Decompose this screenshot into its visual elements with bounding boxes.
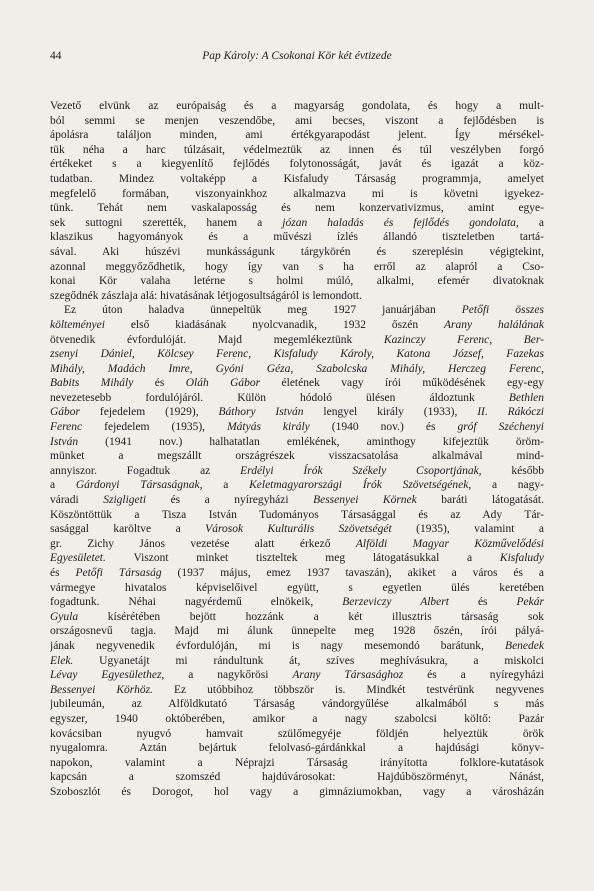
italic-segment: Lévay Egyesülethez, <box>50 669 165 682</box>
text-segment: fogadtunk. Néhai nagyérdemű elnökeik, <box>50 596 343 609</box>
text-line <box>50 478 544 493</box>
text-segment: Viszont minket tiszteltek meg látogatásukkal a <box>105 552 500 565</box>
italic-segment: Szigligeti <box>103 494 147 507</box>
text-segment: később <box>481 464 544 477</box>
text-segment: egyszer, 1940 októberében, amikor a nagy szabolcsi költő: Pazár <box>50 712 544 725</box>
text-segment: megfelelő formában, viszonyainkhoz alkalmazva mi is követni igyekez- <box>50 187 544 200</box>
text-segment: vármegye hivatalos képviselőivel együtt, s egyetlen ülés keretében <box>50 581 544 594</box>
text-segment: baráti látogatását. <box>416 494 544 507</box>
text-line <box>50 537 544 552</box>
text-segment: kapcsán a szomszéd hajdúvárosokat: Hajdúböszörményt, Nánást, <box>50 771 544 784</box>
text-segment: nyugalomra. Aztán bejártuk felolvasó-gárdánkkal a hajdúsági könyv- <box>50 742 544 755</box>
italic-segment: István <box>50 435 79 448</box>
italic-segment: Petőfi összes <box>461 304 544 317</box>
italic-segment: Egyesületet. <box>50 552 106 565</box>
italic-segment: Petőfi Társaság <box>75 567 162 579</box>
text-segment: a <box>50 479 76 492</box>
text-segment: jubileumán, az Alföldkutató Társaság vándorgyűlése alkalmából s más <box>50 698 544 711</box>
italic-segment: Arany halálának <box>443 318 544 331</box>
text-line <box>50 464 544 479</box>
text-segment: és <box>133 377 186 390</box>
text-segment: lengyel király (1933), <box>303 406 478 419</box>
text-segment: és a nyíregyházi <box>403 669 544 682</box>
text-line <box>50 376 544 391</box>
italic-segment: Alföldi Magyar Közművelődési <box>355 537 544 550</box>
text-line <box>50 522 544 537</box>
text-segment: Vezető elvünk az európaiság és a magyarság gondolata, és hogy a mult- <box>50 100 544 112</box>
page-number: 44 <box>50 50 62 62</box>
text-line <box>50 508 544 523</box>
text-segment: Ez utóbbihoz többször is. Mindkét testvérünk negyvenes <box>152 683 544 696</box>
italic-segment: Bethlen <box>508 391 544 404</box>
text-line <box>50 333 544 348</box>
text-segment: (1937 május, emez 1937 tavaszán), akiket a város és a <box>161 567 544 579</box>
italic-segment: Babits Mihály <box>50 377 134 390</box>
text-line <box>50 143 544 158</box>
text-line <box>50 741 544 756</box>
text-line <box>50 654 544 669</box>
text-segment: nevezetesebb fordulójáról. Külön hódoló ülésen áldoztunk <box>50 391 509 404</box>
text-line <box>50 362 544 377</box>
text-line <box>50 347 544 362</box>
text-line <box>50 566 544 581</box>
text-line <box>50 99 544 114</box>
running-title: Pap Károly: A Csokonai Kör két évtizede <box>202 50 392 62</box>
italic-segment: Mátyás király <box>227 421 310 434</box>
text-line <box>50 551 544 566</box>
text-line <box>50 128 544 143</box>
text-line <box>50 216 544 231</box>
body-text <box>50 99 544 800</box>
text-segment: a <box>202 479 250 492</box>
text-line <box>50 581 544 596</box>
text-segment: napokon, valamint a Néprajzi Társaság irányította folklore-kutatások <box>50 756 544 769</box>
italic-segment: Erdélyi Írók Székely Csoportjának, <box>240 464 482 477</box>
text-segment: kísérétében bejött hozzánk a két illusztris társaság sok <box>78 610 544 623</box>
text-line <box>50 639 544 654</box>
page-header <box>50 50 544 66</box>
italic-segment: Kazinczy Ferenc, Ber- <box>383 333 544 346</box>
italic-segment: Benedek <box>505 639 544 652</box>
italic-segment: Bessenyei Körhöz. <box>50 683 153 696</box>
text-segment: annyiszor. Fogadtuk az <box>50 464 241 477</box>
text-line <box>50 391 544 406</box>
italic-segment: zsenyi Dániel, Kölcsey Ferenc, Kisfaludy Károly, Katona József, Fazekas <box>50 348 544 361</box>
text-line <box>50 493 544 508</box>
italic-segment: Városok Kulturális Szövetségét <box>205 523 392 536</box>
text-segment: szegődnék zászlaja alá: hivatásának létjogosultságáról is lemondott. <box>50 289 362 302</box>
text-line <box>50 289 544 304</box>
text-line <box>50 187 544 202</box>
italic-segment: Ferenc <box>50 421 83 434</box>
italic-segment: Bessenyei Körnek <box>313 494 417 507</box>
text-line <box>50 712 544 727</box>
text-segment: a nagykőrösi <box>164 669 293 682</box>
text-line <box>50 157 544 172</box>
text-segment: sasággal karöltve a <box>50 523 206 536</box>
italic-segment: Báthory István <box>218 406 304 419</box>
text-line <box>50 318 544 333</box>
text-line <box>50 405 544 420</box>
italic-segment: Oláh Gábor <box>185 377 261 390</box>
text-segment: fejedelem (1929), <box>80 406 219 419</box>
text-segment: ápolásra találjon minden, ami értékgyarapodást jelent. Így mérsékel- <box>50 129 544 142</box>
text-segment: ból semmi se menjen veszendőbe, ami becses, viszont a fejlődésben is <box>50 114 544 127</box>
text-line <box>50 595 544 610</box>
italic-segment: Mihály, Madách Imre, Gyóni Géza, Szabolcska Mihály, Herczeg Ferenc, <box>50 362 544 375</box>
text-segment: ötvenedik évfordulóját. Majd megemlékeztünk <box>50 333 384 346</box>
text-line <box>50 230 544 245</box>
text-line <box>50 756 544 771</box>
text-line <box>50 610 544 625</box>
italic-segment: II. Rákóczi <box>477 406 544 419</box>
text-line <box>50 727 544 742</box>
text-line <box>50 260 544 275</box>
italic-segment: Gárdonyi Társaságnak, <box>75 479 203 492</box>
text-line <box>50 303 544 318</box>
text-segment: és <box>448 596 517 609</box>
text-segment: tudatban. Mindez voltaképp a Kisfaludy Társaság programmja, amelyet <box>50 172 544 185</box>
text-segment: Ugyanetájt mi rándultunk át, szíves meghívásukra, a miskolci <box>73 654 544 667</box>
text-segment: (1940 nov.) és <box>309 421 458 434</box>
text-segment: Ez úton haladva ünnepeltük meg 1927 januárjában <box>64 304 462 317</box>
text-segment: Szoboszlót és Dorogot, hol vagy a gimnáziumokban, vagy a városházán <box>50 785 544 798</box>
text-segment: értékeket s a kiegyenlítő fejlődés folytonosságát, javát és igazát a köz- <box>50 158 544 171</box>
text-line <box>50 668 544 683</box>
text-segment: münket a megszállt országrészek visszacsatolása alkalmával mind- <box>50 450 544 463</box>
text-line <box>50 420 544 435</box>
text-segment: és <box>50 567 76 579</box>
text-line <box>50 697 544 712</box>
italic-segment: Keletmagyarországi Írók Szövetségének, <box>249 479 472 492</box>
italic-segment: költeményei <box>50 318 105 331</box>
text-segment: és a nyíregyházi <box>146 494 314 507</box>
text-segment: sával. Aki húszévi munkásságunk tárgykörén és szereplésin végigtekint, <box>50 245 544 258</box>
text-segment: a <box>518 216 544 229</box>
text-line <box>50 785 544 800</box>
text-segment: életének vagy írói működésének egy-egy <box>260 377 544 390</box>
text-segment: azonnal meggyőződhetik, hogy így van s ha erről az alapról a Cso- <box>50 260 544 273</box>
text-line <box>50 770 544 785</box>
text-segment: tünk. Tehát nem vaskalaposság és nem konzervativizmus, amint egye- <box>50 202 544 215</box>
text-segment: fejedelem (1935), <box>82 421 228 434</box>
italic-segment: Kisfaludy <box>499 552 544 565</box>
text-segment: gr. Zichy János vezetése alatt érkező <box>50 537 356 550</box>
italic-segment: Gyula <box>50 610 79 623</box>
text-segment: (1935), valamint a <box>391 523 544 536</box>
text-segment: a nagy- <box>471 479 544 492</box>
italic-segment: Gábor <box>50 406 81 419</box>
text-segment: országosnevű tagja. Majd mi álunk ünnepelte meg 1928 őszén, írói pályá- <box>50 625 544 638</box>
italic-segment: gróf Széchenyi <box>457 421 544 434</box>
text-segment: váradi <box>50 494 104 507</box>
text-line <box>50 114 544 129</box>
text-line <box>50 245 544 260</box>
text-segment: sek suttogni szerették, hanem a <box>50 216 283 229</box>
italic-segment: józan haladás és fejlődés gondolata, <box>282 216 519 229</box>
text-segment: első kiadásának nyolcvanadik, 1932 őszén <box>104 318 444 331</box>
italic-segment: Berzeviczy Albert <box>342 596 449 609</box>
italic-segment: Arany Társasághoz <box>292 669 404 682</box>
text-line <box>50 172 544 187</box>
text-line <box>50 201 544 216</box>
text-segment: kovácsiban nyugvó hamvait szülőmegyéje földjén helyeztük örök <box>50 727 544 740</box>
text-segment: klaszikus hagyományok és a művészi ízlés állandó tiszteletben tartá- <box>50 231 544 244</box>
text-line <box>50 683 544 698</box>
italic-segment: Pekár <box>516 596 544 609</box>
text-segment: (1941 nov.) halhatatlan emlékének, aminthogy kifejeztük öröm- <box>78 435 544 448</box>
italic-segment: Elek. <box>50 654 74 667</box>
text-segment: jának negyvenedik évfordulóján, mi is nagy mesemondó barátunk, <box>50 639 506 652</box>
text-segment: tük néha a harc túlzásait, védelmeztük az innen és túl veszélyben forgó <box>50 143 544 156</box>
text-line <box>50 624 544 639</box>
text-line <box>50 274 544 289</box>
text-segment: konai Kör valaha letérne s holmi múló, alkalmi, efemér divatoknak <box>50 275 544 288</box>
text-line <box>50 435 544 450</box>
text-line <box>50 449 544 464</box>
text-segment: Köszöntöttük a Tisza István Tudományos Társasággal és az Ady Tár- <box>50 508 544 521</box>
